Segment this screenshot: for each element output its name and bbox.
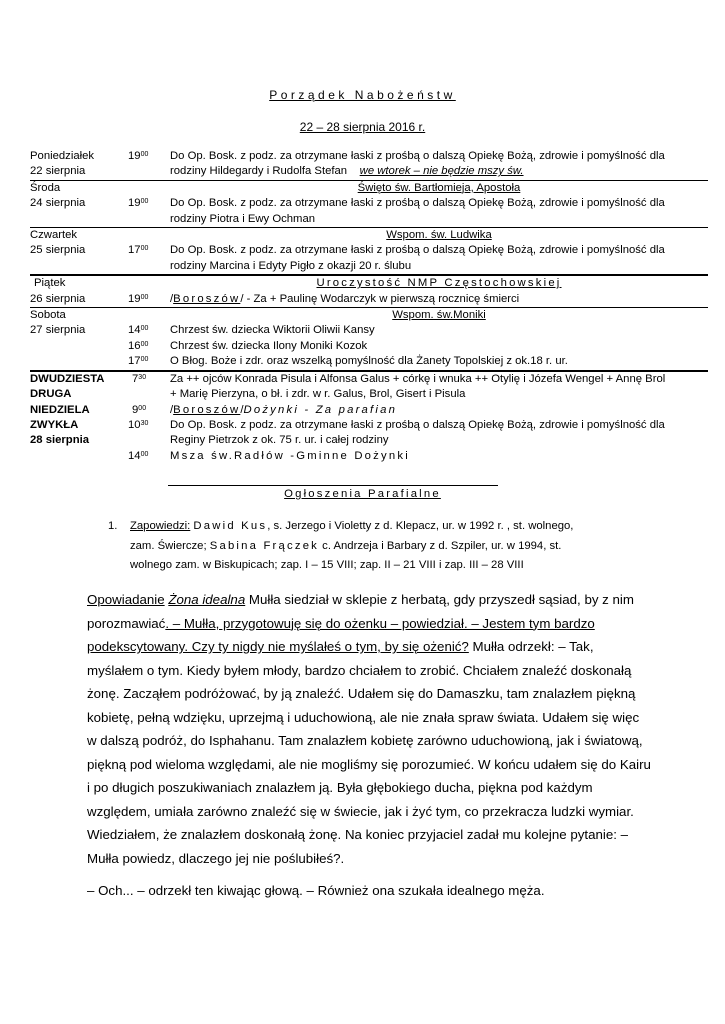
- schedule-table: [30, 149, 708, 464]
- mass-intention: Chrzest św. dziecka Wiktorii Oliwii Kansy: [170, 324, 375, 337]
- groom-address: zam. Świercze;: [130, 539, 207, 552]
- day-date: 27 sierpnia: [30, 324, 86, 337]
- announcement-body: [130, 517, 648, 576]
- place-name: Boroszów: [173, 403, 241, 416]
- table-row: [30, 387, 708, 402]
- table-row: [30, 323, 708, 338]
- mass-time: [128, 354, 170, 370]
- intention-text: / - Za + Paulinę Wodarczyk w pierwszą rocznicę śmierci: [240, 292, 520, 305]
- divider: [168, 485, 498, 486]
- announcement-label: Zapowiedzi:: [130, 520, 191, 532]
- mass-intention-cont: [170, 164, 708, 180]
- mass-time: [128, 339, 170, 354]
- feast-name: Wspom. św. Ludwika: [170, 228, 708, 244]
- sunday-name-line: ZWYKŁA: [30, 418, 79, 431]
- day-date: 22 sierpnia: [30, 165, 86, 178]
- mass-time: [128, 323, 170, 338]
- table-row: [30, 371, 708, 387]
- mass-intention: /Boroszów/ - Za + Paulinę Wodarczyk w pierwszą rocznicę śmierci: [170, 292, 520, 305]
- announcements-title: Ogłoszenia Parafialne: [284, 488, 441, 500]
- bride-details: c. Andrzeja i Barbary z d. Szpiler, ur. w 1994, st.: [322, 539, 562, 552]
- mass-intention: Chrzest św. dziecka Ilony Moniki Kozok: [170, 339, 368, 352]
- table-row: [30, 433, 708, 448]
- story-text: . – Mułła, przygotowuję się do ożenku – powiedział. – Jestem tym bardzo podekscytowany. Czy ty nigdy nie myślałeś o tym, by się ożenić?: [87, 615, 595, 654]
- date-range: 22 – 28 sierpnia 2016 r.: [299, 120, 426, 134]
- time-minutes: 00: [140, 340, 149, 348]
- time-hour: 14: [128, 449, 141, 462]
- time-hour: 7: [132, 372, 139, 385]
- groom-name: Dawid Kus: [193, 520, 268, 532]
- time-hour: 17: [128, 355, 141, 368]
- page-title: Porządek Nabożeństw: [269, 88, 456, 102]
- mass-time: [128, 371, 170, 387]
- feast-name: Święto św. Bartłomieja, Apostoła: [170, 180, 708, 196]
- table-row: [30, 149, 708, 164]
- mass-intention: Za ++ ojców Konrada Pisula i Alfonsa Galus + córkę i wnuka ++ Otylię i Józefa Wengel + Annę Brol: [170, 371, 708, 387]
- feast-name: Uroczystość NMP Częstochowskiej: [170, 275, 708, 291]
- table-row: [30, 354, 708, 370]
- time-minutes: 00: [140, 356, 149, 364]
- story-title: Żona idealna: [168, 592, 246, 607]
- mass-intention: Do Op. Bosk. z podz. za otrzymane łaski z prośbą o dalszą Opiekę Bożą, zdrowie i pomyślność dla: [170, 150, 665, 162]
- mass-intention: Do Op. Bosk. z podz. za otrzymane łaski z prośbą o dalszą Opiekę Bożą, zdrowie i pomyślność dla: [170, 244, 665, 257]
- time-minutes: 00: [140, 198, 149, 206]
- time-minutes: 00: [138, 404, 147, 412]
- mass-time: [128, 403, 170, 418]
- time-hour: 17: [128, 244, 141, 257]
- story-text: – Mułła powiedz, dlaczego jej nie poślubiłeś?.: [87, 827, 629, 866]
- table-row: [30, 212, 708, 228]
- time-minutes: 30: [138, 373, 147, 381]
- mass-intention: Do Op. Bosk. z podz. za otrzymane łaski z prośbą o dalszą Opiekę Bożą, zdrowie i pomyślność dla: [170, 197, 665, 210]
- table-row: [30, 403, 708, 418]
- sunday-name-line: DRUGA: [30, 388, 72, 401]
- time-minutes: 00: [140, 450, 149, 458]
- story-ending: – Och... – odrzekł ten kiwając głową. – Również ona szukała idealnego męża.: [87, 883, 545, 898]
- table-row: [30, 243, 708, 258]
- mass-time: [128, 243, 170, 258]
- day-name: Środa: [30, 180, 128, 196]
- mass-intention-cont: + Marię Pierzyna, o bł. i zdr. w r. Galus, Brol, Gisert i Pisula: [170, 388, 466, 401]
- banns-dates: wolnego zam. w Biskupicach; zap. I – 15 VIII; zap. II – 21 VIII i zap. III – 28 VIII: [130, 559, 524, 571]
- announcement-item: [108, 517, 648, 576]
- mass-time: [128, 418, 170, 433]
- story-text: – Tak, myślałem o tym. Kiedy byłem młody, bardzo chciałem to zrobić. Chciałem znaleźć doskonałą żonę. Zacząłem podróżować, by ją znaleźć. Udałem się do Damaszku, tam znalazłem piękną kobietę, pełną wdzięku, uprzejmą i uduchowioną, ale nie znała spraw świata. Udałem się więc w dalszą podróż, do Isphahanu. Tam znalazłem kobietę zarówno uduchowioną, jak i światową, piękną pod wieloma względami, ale nie mogliśmy się porozumieć. W końcu udałem się do Kairu i po długich poszukiwaniach znalazłem ją. Była głębokiego ducha, piękna pod każdym względem, umiała zarówno znaleźć się w świecie, jak i żyć tym, co przekracza ludzki wymiar. Wiedziałem, że znalazłem doskonałą żonę. Na koniec przyjaciel zadał mu kolejne pytanie:: [87, 639, 651, 842]
- table-row: [30, 418, 708, 433]
- time-hour: 19: [128, 197, 141, 210]
- mass-intention: O Błog. Boże i zdr. oraz wszelką pomyślność dla Żanety Topolskiej z ok.18 r. ur.: [170, 355, 568, 368]
- time-minutes: 00: [140, 325, 149, 333]
- mass-intention: /Boroszów/Dożynki - Za parafian: [170, 403, 398, 416]
- time-minutes: 00: [140, 293, 149, 301]
- bride-name: Sabina Frączek: [209, 539, 320, 552]
- table-row: [30, 308, 708, 324]
- time-hour: 14: [128, 324, 141, 337]
- sunday-name-line: DWUDZIESTA: [30, 371, 128, 387]
- intention-text: rodziny Hildegardy i Rudolfa Stefan: [170, 165, 348, 178]
- mass-intention-cont: rodziny Marcina i Edyty Pigło z okazji 20 r. ślubu: [170, 259, 412, 272]
- item-number: 1.: [108, 520, 118, 532]
- place-name: Boroszów: [173, 292, 241, 305]
- day-name: Czwartek: [30, 228, 128, 244]
- time-hour: 16: [128, 339, 141, 352]
- tuesday-note: we wtorek – nie będzie mszy św.: [359, 165, 524, 178]
- sunday-date: 28 sierpnia: [30, 434, 90, 447]
- time-minutes: 00: [140, 245, 149, 253]
- table-row: [30, 449, 708, 464]
- feast-name: Wspom. św.Moniki: [170, 308, 708, 324]
- mass-time: [128, 149, 170, 164]
- day-date: 25 sierpnia: [30, 244, 86, 257]
- story-label: Opowiadanie: [87, 592, 165, 607]
- day-name: Poniedziałek: [30, 150, 95, 162]
- table-row: [30, 292, 708, 308]
- time-hour: 10: [128, 418, 141, 431]
- time-hour: 19: [128, 150, 141, 162]
- sunday-name-line: NIEDZIELA: [30, 403, 90, 416]
- story-text: Mułła odrzekł:: [468, 639, 555, 654]
- day-date: 24 sierpnia: [30, 197, 86, 210]
- mass-intention-cont: rodziny Piotra i Ewy Ochman: [170, 212, 316, 225]
- time-minutes: 30: [140, 419, 149, 427]
- table-row: [30, 339, 708, 354]
- mass-intention: Do Op. Bosk. z podz. za otrzymane łaski z prośbą o dalszą Opiekę Bożą, zdrowie i pomyślność dla: [170, 418, 665, 431]
- event-name: Dożynki - Za parafian: [243, 403, 398, 416]
- story: [87, 588, 652, 903]
- mass-time: [128, 292, 170, 308]
- mass-time: [128, 449, 170, 464]
- table-row: [30, 180, 708, 196]
- table-row: [30, 196, 708, 211]
- mass-time: [128, 196, 170, 211]
- time-minutes: 00: [140, 151, 149, 158]
- table-row: [30, 259, 708, 275]
- groom-details: , s. Jerzego i Violetty z d. Klepacz, ur. w 1992 r. , st. wolnego,: [267, 520, 574, 532]
- day-name: Sobota: [30, 308, 128, 324]
- table-row: [30, 164, 708, 180]
- time-hour: 9: [132, 403, 139, 416]
- mass-intention: Msza św.Radłów -Gminne Dożynki: [170, 449, 410, 462]
- table-row: [30, 228, 708, 244]
- table-row: [30, 275, 708, 291]
- day-date: 26 sierpnia: [30, 292, 86, 305]
- day-name: Piątek: [30, 275, 128, 291]
- mass-intention-cont: Reginy Pietrzok z ok. 75 r. ur. i całej rodziny: [170, 434, 389, 447]
- story-paragraph: [87, 588, 652, 870]
- time-hour: 19: [128, 292, 141, 305]
- story-text: Mułła siedział w sklepie z herbatą, gdy przyszedł sąsiad, by z nim porozmawiać: [87, 592, 634, 631]
